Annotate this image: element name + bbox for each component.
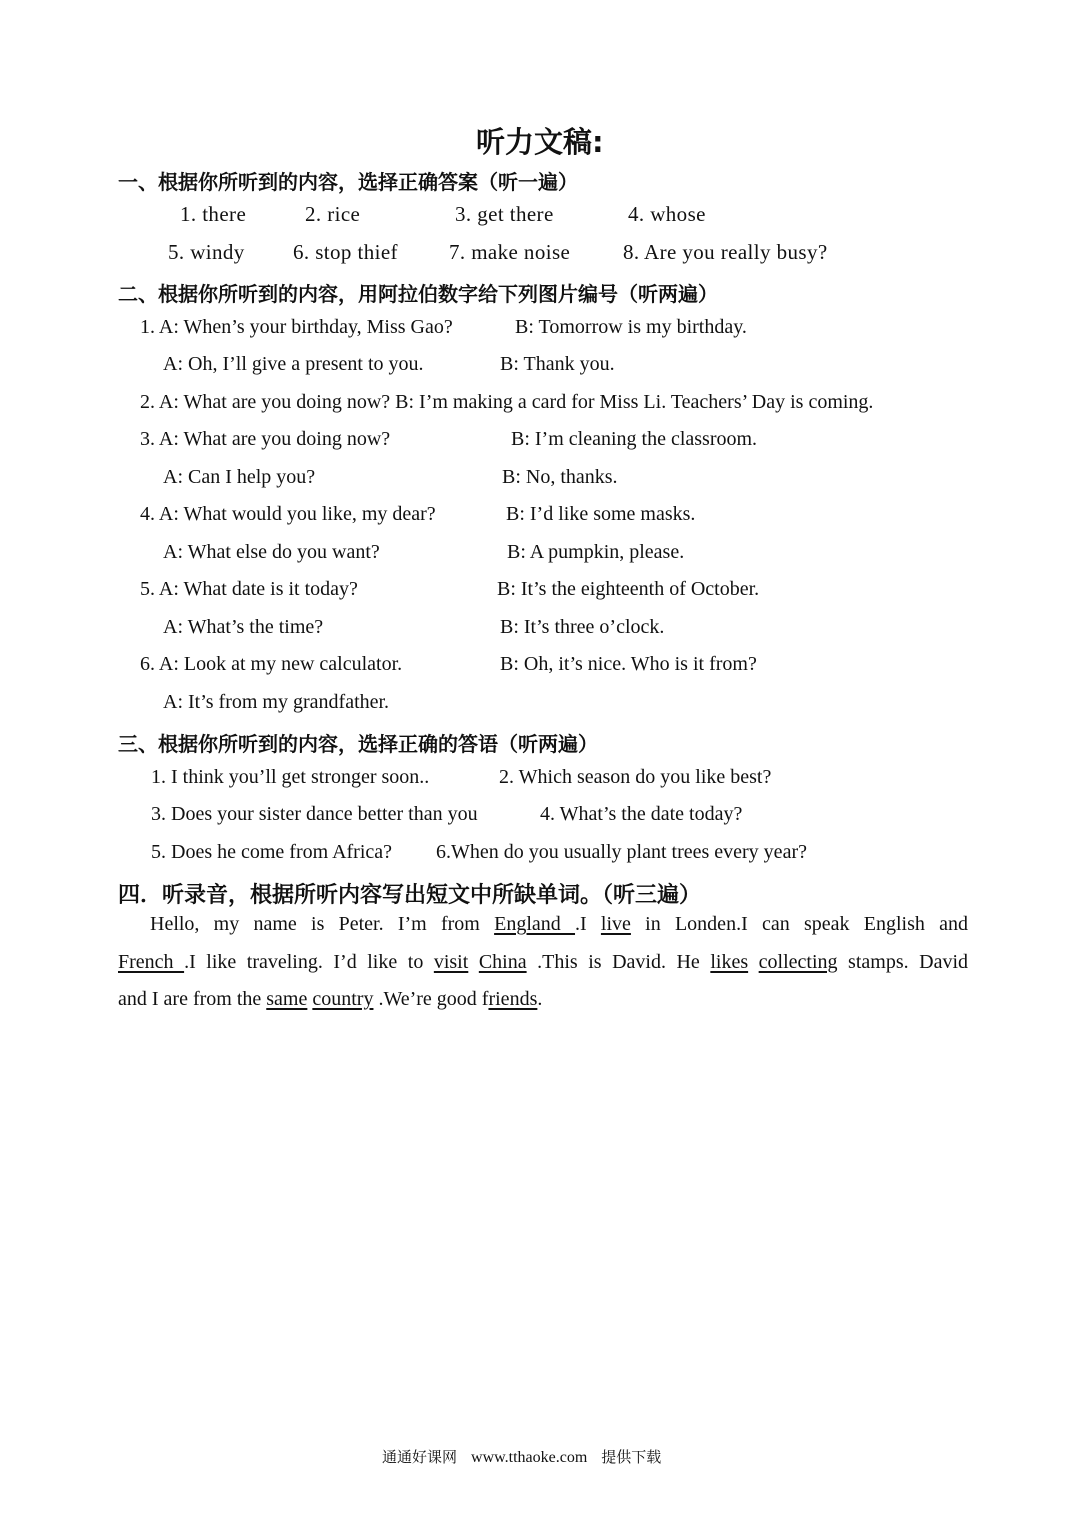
page-title: 听力文稿:: [476, 125, 604, 159]
dialogue-line: A: What else do you want?: [163, 541, 380, 563]
section-2-heading: 二、根据你所听到的内容，用阿拉伯数字给下列图片编号（听两遍）: [118, 282, 718, 306]
footer-download-text: 提供下载: [601, 1448, 662, 1466]
question-line: 4. What’s the date today?: [540, 803, 743, 825]
s1-item: 7. make noise: [449, 240, 571, 264]
answer-blank: live: [600, 913, 631, 935]
dialogue-line: 6. A: Look at my new calculator.: [140, 653, 403, 675]
text-span: in Londen.I can speak English and: [630, 913, 968, 935]
dialogue-line: A: What’s the time?: [163, 616, 324, 638]
dialogue-line: 3. A: What are you doing now?: [140, 428, 391, 450]
answer-blank: England: [494, 913, 576, 935]
answer-blank: same: [266, 988, 308, 1010]
section-1-heading: 一、根据你所听到的内容，选择正确答案（听一遍）: [118, 170, 578, 194]
s1-item: 8. Are you really busy?: [623, 240, 828, 264]
text-span: .This is David. He: [526, 951, 711, 973]
dialogue-line: B: It’s the eighteenth of October.: [497, 578, 760, 600]
text-span: .: [537, 988, 543, 1010]
question-line: 1. I think you’ll get stronger soon..: [151, 766, 430, 788]
s1-item: 6. stop thief: [293, 240, 398, 264]
question-line: 5. Does he come from Africa?: [151, 841, 393, 863]
text-span: Hello, my name is Peter. I’m from: [150, 913, 495, 935]
section-3-heading: 三、根据你所听到的内容，选择正确的答语（听两遍）: [118, 732, 598, 756]
footer-site-name: 通通好课网: [382, 1448, 458, 1466]
dialogue-line: B: A pumpkin, please.: [507, 541, 685, 563]
s1-item: 5. windy: [168, 240, 245, 264]
answer-blank: collecting: [758, 951, 838, 973]
s1-item: 3. get there: [455, 202, 554, 226]
dialogue-line: A: It’s from my grandfather.: [163, 691, 390, 713]
dialogue-line: 1. A: When’s your birthday, Miss Gao?: [140, 316, 453, 338]
dialogue-line: B: It’s three o’clock.: [500, 616, 665, 638]
dialogue-line: 4. A: What would you like, my dear?: [140, 503, 436, 525]
question-line: 3. Does your sister dance better than you: [151, 803, 478, 825]
dialogue-line: B: Oh, it’s nice. Who is it from?: [500, 653, 757, 675]
text-span: stamps. David: [837, 951, 969, 973]
text-span: .We’re good f: [373, 988, 489, 1010]
dialogue-line: A: Oh, I’ll give a present to you.: [163, 353, 424, 375]
footer-url[interactable]: www.tthaoke.com: [471, 1449, 588, 1466]
text-span: and I are from the: [118, 988, 267, 1010]
dialogue-line: 2. A: What are you doing now? B: I’m making a card for Miss Li. Teachers’ Day is coming.: [140, 391, 874, 413]
s1-item: 1. there: [180, 202, 247, 226]
s1-item: 4. whose: [628, 202, 706, 226]
dialogue-line: B: Thank you.: [500, 353, 615, 375]
question-line: 6.When do you usually plant trees every year?: [436, 841, 807, 863]
answer-blank: riends: [488, 988, 538, 1010]
dialogue-line: B: I’d like some masks.: [506, 503, 696, 525]
answer-blank: China: [478, 951, 527, 973]
section-4-heading: 四．听录音，根据所听内容写出短文中所缺单词。（听三遍）: [118, 883, 702, 908]
dialogue-line: 5. A: What date is it today?: [140, 578, 358, 600]
paragraph-line-2: [118, 951, 968, 974]
dialogue-line: A: Can I help you?: [163, 466, 316, 488]
text-span: .I: [575, 913, 601, 935]
dialogue-line: B: No, thanks.: [502, 466, 618, 488]
text-span: [748, 951, 759, 973]
answer-blank: visit: [433, 951, 469, 973]
question-line: 2. Which season do you like best?: [499, 766, 772, 788]
answer-blank: likes: [710, 951, 749, 973]
answer-blank: country: [312, 988, 374, 1010]
paragraph-line-1: [150, 913, 968, 936]
dialogue-line: B: I’m cleaning the classroom.: [511, 428, 758, 450]
answer-blank: French: [118, 951, 185, 973]
page-footer: [382, 1446, 661, 1467]
text-span: [468, 951, 479, 973]
text-span: .I like traveling. I’d like to: [184, 951, 434, 973]
paragraph-line-3: [118, 988, 542, 1011]
dialogue-line: B: Tomorrow is my birthday.: [515, 316, 747, 338]
s1-item: 2. rice: [305, 202, 361, 226]
